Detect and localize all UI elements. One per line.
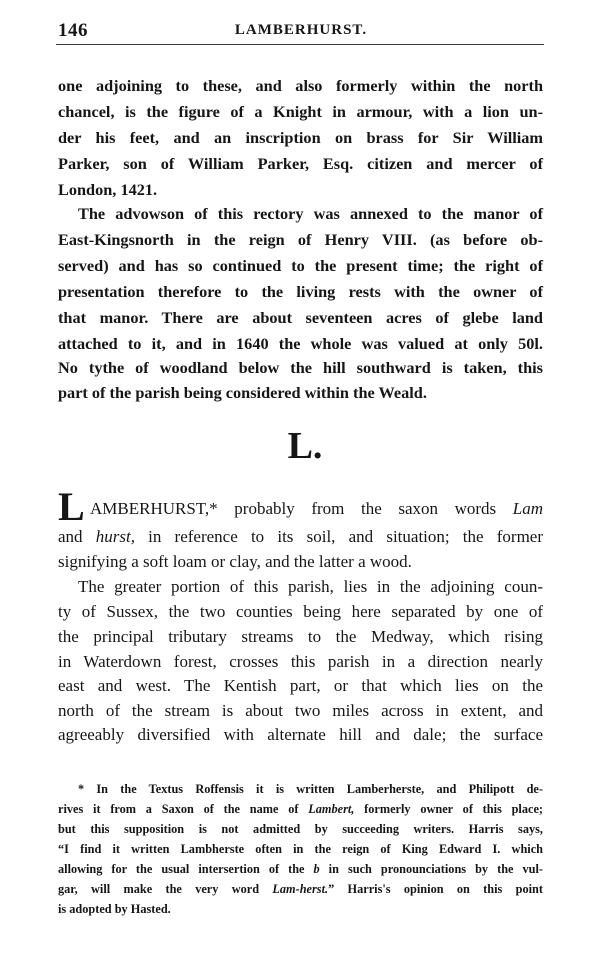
headword: AMBERHURST,* <box>90 499 218 518</box>
text-span: allowing for the usual intersertion of the <box>58 862 314 876</box>
text-line: The advowson of this rectory was annexed to the manor of <box>78 204 543 223</box>
text-span: ” Harris's opinion on this point <box>328 882 543 896</box>
footnote-line: * In the Textus Roffensis it is written Lamberherste, and Philipott de- <box>78 782 543 796</box>
text-line: agreeably diversified with alternate hill and dale; the surface <box>58 725 543 744</box>
text-line: ty of Sussex, the two counties being here separated by one of <box>58 602 543 621</box>
text-line: Parker, son of William Parker, Esq. citizen and mercer of <box>58 154 543 173</box>
page-number: 146 <box>58 20 88 41</box>
text-line: north of the stream is about two miles across in extent, and <box>58 701 543 720</box>
text-span: formerly owner of this place; <box>354 802 543 816</box>
text-line: part of the parish being considered within the Weald. <box>58 383 427 402</box>
text-line <box>58 523 543 551</box>
text-line: attached to it, and in 1640 the whole was valued at only 50l. <box>58 334 543 353</box>
italic-word: b <box>313 862 320 876</box>
italic-word: Lam-herst. <box>272 882 329 896</box>
italic-word: hurst, <box>95 527 135 546</box>
text-line <box>90 495 543 523</box>
drop-cap: L <box>58 484 85 529</box>
text-span: in such pronounciations by the vul- <box>319 862 543 876</box>
text-span: and <box>58 527 96 546</box>
text-line: the principal tributary streams to the Medway, which rising <box>58 627 543 646</box>
text-line: served) and has so continued to the present time; the right of <box>58 256 543 275</box>
italic-word: Lambert, <box>308 802 355 816</box>
text-span: in reference to its soil, and situation; the former <box>134 527 544 546</box>
footnote-line <box>58 880 543 898</box>
text-line: in Waterdown forest, crosses this parish in a direction nearly <box>58 652 543 671</box>
text-line: The greater portion of this parish, lies in the adjoining coun- <box>78 577 543 596</box>
text-line: der his feet, and an inscription on brass for Sir William <box>58 128 543 147</box>
footnote-line: is adopted by Hasted. <box>58 902 171 916</box>
footnote-line <box>58 860 543 878</box>
text-line: No tythe of woodland below the hill southward is taken, this <box>58 358 543 377</box>
footnote-line <box>58 800 543 818</box>
italic-word: Lam <box>512 499 543 518</box>
text-span: rives it from a Saxon of the name of <box>58 802 309 816</box>
text-span: probably from the saxon words <box>217 499 513 518</box>
text-line: London, 1421. <box>58 180 158 199</box>
running-head: LAMBERHURST. <box>234 22 368 38</box>
footnote-line: but this supposition is not admitted by succeeding writers. Harris says, <box>58 822 543 836</box>
text-line: one adjoining to these, and also formerly within the north <box>58 76 543 95</box>
text-line: that manor. There are about seventeen acres of glebe land <box>58 308 543 327</box>
header-rule <box>56 44 544 45</box>
text-line: chancel, is the figure of a Knight in armour, with a lion un- <box>58 102 543 121</box>
text-span: gar, will make the very word <box>58 882 273 896</box>
text-line: presentation therefore to the living rests with the owner of <box>58 282 543 301</box>
text-line: east and west. The Kentish part, or that which lies on the <box>58 676 543 695</box>
text-line: signifying a soft loam or clay, and the latter a wood. <box>58 552 412 571</box>
footnote-line: “I find it written Lambherste often in the reign of King Edward I. which <box>58 842 543 856</box>
section-heading: L. <box>287 425 323 467</box>
text-line: East-Kingsnorth in the reign of Henry VIII. (as before ob- <box>58 230 543 249</box>
page-header <box>56 20 546 44</box>
